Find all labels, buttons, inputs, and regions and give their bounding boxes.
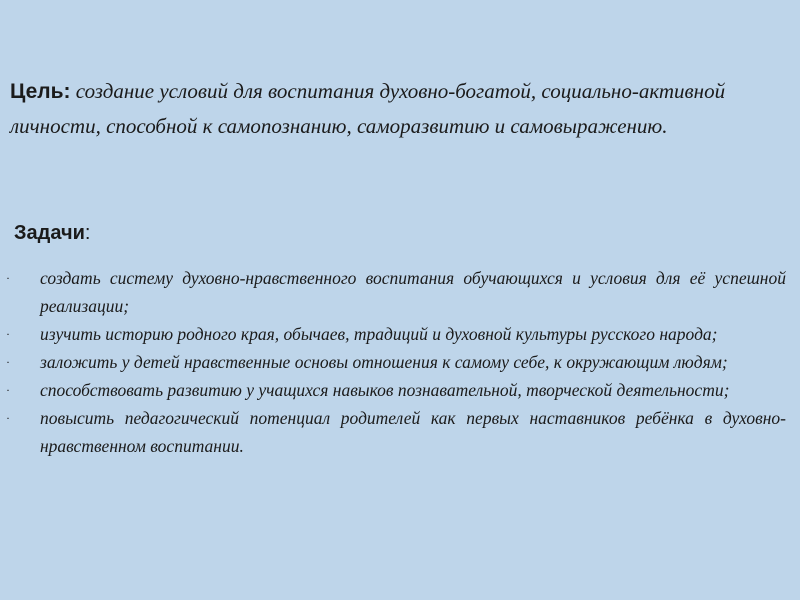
- bullet-icon: ·: [6, 383, 10, 397]
- task-item: [0, 264, 786, 320]
- bullet-icon: ·: [6, 355, 10, 369]
- task-text: изучить историю родного края, обычаев, традиций и духовной культуры русского народа;: [40, 324, 718, 344]
- bullet-icon: ·: [6, 327, 10, 341]
- task-item: [0, 348, 786, 376]
- task-text: создать систему духовно-нравственного воспитания обучающихся и условия для её успешной реализации;: [40, 268, 786, 316]
- goal-text: создание условий для воспитания духовно-богатой, социально-активной личности, способной к самопознанию, саморазвитию и самовыражению.: [10, 79, 726, 138]
- task-item: [0, 320, 786, 348]
- goal-paragraph: [10, 74, 730, 143]
- task-item: [0, 376, 786, 404]
- task-item: [0, 404, 786, 460]
- tasks-heading: [14, 222, 90, 245]
- task-text: заложить у детей нравственные основы отношения к самому себе, к окружающим людям;: [40, 352, 728, 372]
- tasks-heading-word: Задачи: [14, 222, 85, 244]
- bullet-icon: ·: [6, 411, 10, 425]
- bullet-icon: ·: [6, 271, 10, 285]
- task-text: повысить педагогический потенциал родителей как первых наставников ребёнка в духовно-нравственном воспитании.: [40, 408, 786, 456]
- tasks-heading-colon: :: [84, 222, 91, 244]
- tasks-list: [0, 264, 786, 460]
- task-text: способствовать развитию у учащихся навыков познавательной, творческой деятельности;: [40, 380, 730, 400]
- goal-label: Цель:: [10, 80, 71, 103]
